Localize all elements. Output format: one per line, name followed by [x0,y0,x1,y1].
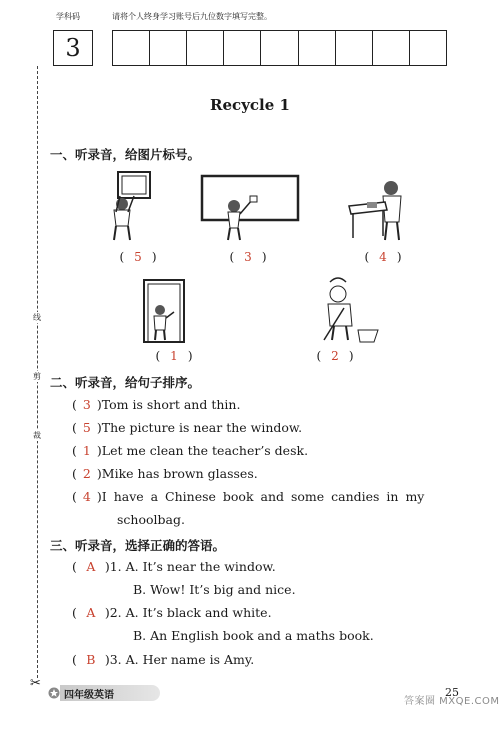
sentence-order-5-continuation: schoolbag. [117,512,185,527]
sentence-order-4: ( 2 )Mike has brown glasses. [72,466,258,481]
page-number: 25 [445,686,459,699]
grade-label: 四年级英语 [64,690,114,701]
subject-code-box: 3 [53,30,93,66]
picture-answer-4: ( 1 ) [155,349,193,363]
scissors-icon: ✂ [30,676,41,691]
response-1-option-b: B. Wow! It’s big and nice. [133,582,296,597]
id-digit-cell[interactable] [224,31,261,65]
star-icon [48,687,60,699]
boy-cleaning-desk-illustration [345,176,415,244]
response-3: ( B )3. A. Her name is Amy. [72,652,255,667]
girl-hanging-picture-illustration [100,168,160,243]
cut-char-xian: 线 [29,312,45,323]
sentence-order-5: ( 4 )I have a Chinese book and some candies in my [72,489,425,504]
response-1: ( A )1. A. It’s near the window. [72,559,276,574]
picture-answer-2: ( 3 ) [229,250,267,264]
picture-answer-3: ( 4 ) [364,250,402,264]
id-digit-cell[interactable] [336,31,373,65]
boy-at-door-illustration [140,276,190,346]
cut-char-jian: 剪 [29,371,45,382]
section1-heading: 一、听录音，给图片标号。 [50,147,201,162]
id-digit-cell[interactable] [113,31,150,65]
id-digit-cell[interactable] [299,31,336,65]
id-digit-cell[interactable] [150,31,187,65]
watermark: 答案圈 MXQE.COM [404,696,500,707]
id-digit-cell[interactable] [261,31,298,65]
id-digit-cell[interactable] [187,31,224,65]
section2-heading: 二、听录音，给句子排序。 [50,375,201,390]
section3-heading: 三、听录音，选择正确的答语。 [50,538,226,553]
picture-answer-5: ( 2 ) [316,349,354,363]
id-digit-cell[interactable] [410,31,446,65]
sentence-order-2: ( 5 )The picture is near the window. [72,420,303,435]
subject-code-label: 学科码 [56,12,80,21]
boy-cleaning-blackboard-illustration [198,172,303,242]
response-2: ( A )2. A. It’s black and white. [72,605,272,620]
id-digit-cell[interactable] [373,31,410,65]
id-instruction: 请将个人终身学习账号后九位数字填写完整。 [112,12,272,21]
page-title: Recycle 1 [210,96,290,114]
sentence-order-3: ( 1 )Let me clean the teacher’s desk. [72,443,309,458]
id-number-grid[interactable] [112,30,447,66]
sentence-order-1: ( 3 )Tom is short and thin. [72,397,241,412]
response-2-option-b: B. An English book and a maths book. [133,628,374,643]
cut-char-cai: 裁 [29,430,45,441]
kid-sweeping-illustration [318,274,383,346]
picture-answer-1: ( 5 ) [119,250,157,264]
